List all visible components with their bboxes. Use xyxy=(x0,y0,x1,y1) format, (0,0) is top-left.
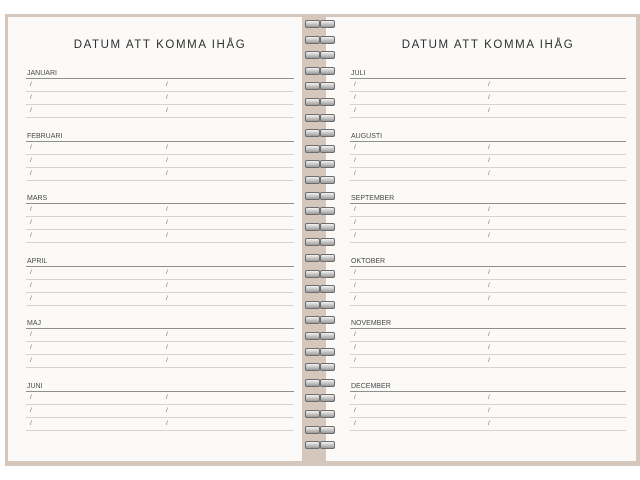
coil-ring xyxy=(305,270,320,278)
date-row[interactable] xyxy=(350,204,626,217)
month-label: MARS xyxy=(26,194,294,204)
coil-ring xyxy=(305,51,320,59)
month-section xyxy=(26,257,294,320)
coil-ring xyxy=(320,129,335,137)
month-section xyxy=(350,319,626,382)
date-slash: / xyxy=(30,281,32,289)
month-list xyxy=(350,69,626,444)
month-section xyxy=(26,69,294,132)
date-slash: / xyxy=(488,281,490,289)
coil-ring xyxy=(305,332,320,340)
date-row[interactable] xyxy=(350,155,626,168)
date-slash: / xyxy=(488,143,490,151)
spiral-coil xyxy=(305,145,335,152)
coil-ring xyxy=(305,441,320,449)
date-slash: / xyxy=(30,419,32,427)
date-slash: / xyxy=(166,107,168,114)
page-title: DATUM ATT KOMMA IHÅG xyxy=(73,39,247,51)
date-slash: / xyxy=(30,232,32,239)
coil-ring xyxy=(320,114,335,122)
date-slash: / xyxy=(354,143,356,151)
spiral-coil xyxy=(305,207,335,214)
date-slash: / xyxy=(488,344,490,351)
date-row[interactable] xyxy=(350,217,626,230)
month-section xyxy=(350,194,626,257)
date-slash: / xyxy=(166,344,168,351)
date-row[interactable] xyxy=(350,355,626,368)
date-row[interactable] xyxy=(26,155,294,168)
month-section xyxy=(350,132,626,195)
date-slash: / xyxy=(488,406,490,414)
date-slash: / xyxy=(166,419,168,427)
coil-ring xyxy=(320,285,335,293)
date-slash: / xyxy=(488,331,490,338)
date-slash: / xyxy=(488,419,490,427)
date-slash: / xyxy=(166,94,168,101)
date-slash: / xyxy=(166,219,168,226)
date-slash: / xyxy=(488,393,490,401)
date-slash: / xyxy=(354,294,356,302)
spiral-coil xyxy=(305,379,335,386)
coil-ring xyxy=(305,145,320,153)
date-row[interactable] xyxy=(350,79,626,92)
date-slash: / xyxy=(30,357,32,364)
month-label: DECEMBER xyxy=(350,382,626,392)
date-row[interactable] xyxy=(350,405,626,418)
coil-ring xyxy=(320,67,335,75)
spiral-coil xyxy=(305,160,335,167)
date-slash: / xyxy=(166,156,168,164)
left-page xyxy=(8,17,302,461)
coil-ring xyxy=(305,192,320,200)
date-slash: / xyxy=(30,219,32,226)
coil-ring xyxy=(320,379,335,387)
coil-ring xyxy=(320,426,335,434)
coil-ring xyxy=(305,20,320,28)
date-row[interactable] xyxy=(350,280,626,293)
date-slash: / xyxy=(488,94,490,101)
coil-ring xyxy=(305,223,320,231)
date-slash: / xyxy=(488,169,490,177)
date-slash: / xyxy=(488,268,490,276)
coil-ring xyxy=(320,410,335,418)
date-row[interactable] xyxy=(26,418,294,431)
date-slash: / xyxy=(30,331,32,338)
date-row[interactable] xyxy=(26,293,294,306)
coil-ring xyxy=(320,36,335,44)
spiral-coil xyxy=(305,301,335,308)
month-label: JULI xyxy=(350,69,626,79)
coil-ring xyxy=(305,67,320,75)
coil-ring xyxy=(320,332,335,340)
date-slash: / xyxy=(354,219,356,226)
date-slash: / xyxy=(166,169,168,177)
date-slash: / xyxy=(354,393,356,401)
date-row[interactable] xyxy=(26,168,294,181)
page-title: DATUM ATT KOMMA IHÅG xyxy=(401,39,575,51)
spiral-coil xyxy=(305,129,335,136)
spiral-coil xyxy=(305,285,335,292)
coil-ring xyxy=(320,51,335,59)
date-slash: / xyxy=(30,143,32,151)
date-slash: / xyxy=(166,206,168,213)
month-section xyxy=(26,382,294,445)
date-slash: / xyxy=(488,107,490,114)
coil-ring xyxy=(320,223,335,231)
date-row[interactable] xyxy=(26,230,294,243)
date-slash: / xyxy=(166,143,168,151)
date-slash: / xyxy=(166,406,168,414)
date-slash: / xyxy=(488,357,490,364)
date-row[interactable] xyxy=(26,355,294,368)
date-slash: / xyxy=(354,406,356,414)
date-slash: / xyxy=(354,281,356,289)
date-row[interactable] xyxy=(350,105,626,118)
coil-ring xyxy=(320,98,335,106)
spiral-coil xyxy=(305,410,335,417)
spiral-coil xyxy=(305,98,335,105)
coil-ring xyxy=(305,379,320,387)
date-slash: / xyxy=(166,357,168,364)
month-section xyxy=(26,194,294,257)
date-row[interactable] xyxy=(26,392,294,405)
date-row[interactable] xyxy=(350,168,626,181)
date-slash: / xyxy=(488,219,490,226)
month-label: APRIL xyxy=(26,257,294,267)
coil-ring xyxy=(320,270,335,278)
coil-ring xyxy=(305,254,320,262)
date-row[interactable] xyxy=(26,267,294,280)
date-row[interactable] xyxy=(350,392,626,405)
month-list xyxy=(26,69,294,444)
date-row[interactable] xyxy=(350,293,626,306)
date-row[interactable] xyxy=(26,405,294,418)
month-label: FEBRUARI xyxy=(26,132,294,142)
coil-ring xyxy=(305,82,320,90)
date-slash: / xyxy=(30,206,32,213)
date-slash: / xyxy=(166,393,168,401)
date-slash: / xyxy=(488,206,490,213)
date-slash: / xyxy=(354,156,356,164)
right-page xyxy=(326,17,636,461)
spiral-coil xyxy=(305,363,335,370)
coil-ring xyxy=(305,426,320,434)
date-slash: / xyxy=(30,393,32,401)
coil-ring xyxy=(305,98,320,106)
date-slash: / xyxy=(354,206,356,213)
date-slash: / xyxy=(488,232,490,239)
month-label: JANUARI xyxy=(26,69,294,79)
date-slash: / xyxy=(30,81,32,88)
date-row[interactable] xyxy=(26,79,294,92)
date-slash: / xyxy=(30,344,32,351)
coil-ring xyxy=(305,316,320,324)
month-label: SEPTEMBER xyxy=(350,194,626,204)
coil-ring xyxy=(305,285,320,293)
coil-ring xyxy=(320,363,335,371)
spiral-coil xyxy=(305,114,335,121)
coil-ring xyxy=(320,192,335,200)
spiral-coil xyxy=(305,348,335,355)
month-section xyxy=(350,69,626,132)
coil-ring xyxy=(320,441,335,449)
date-row[interactable] xyxy=(26,342,294,355)
coil-ring xyxy=(305,301,320,309)
date-slash: / xyxy=(488,81,490,88)
month-section xyxy=(350,382,626,445)
coil-ring xyxy=(320,176,335,184)
date-row[interactable] xyxy=(26,280,294,293)
date-row[interactable] xyxy=(350,142,626,155)
date-slash: / xyxy=(30,268,32,276)
date-row[interactable] xyxy=(350,92,626,105)
date-slash: / xyxy=(166,294,168,302)
spiral-coil xyxy=(305,270,335,277)
spiral-coil xyxy=(305,441,335,448)
date-slash: / xyxy=(354,169,356,177)
coil-ring xyxy=(320,301,335,309)
month-label: OKTOBER xyxy=(350,257,626,267)
date-slash: / xyxy=(30,169,32,177)
spiral-coil xyxy=(305,67,335,74)
coil-ring xyxy=(320,160,335,168)
date-row[interactable] xyxy=(26,204,294,217)
spiral-binding xyxy=(302,20,338,460)
coil-ring xyxy=(305,410,320,418)
coil-ring xyxy=(320,207,335,215)
month-section xyxy=(26,319,294,382)
coil-ring xyxy=(305,238,320,246)
date-slash: / xyxy=(30,294,32,302)
spiral-coil xyxy=(305,20,335,27)
date-slash: / xyxy=(30,107,32,114)
date-slash: / xyxy=(354,331,356,338)
date-slash: / xyxy=(166,81,168,88)
coil-ring xyxy=(305,348,320,356)
spiral-coil xyxy=(305,223,335,230)
spiral-coil xyxy=(305,176,335,183)
coil-ring xyxy=(305,207,320,215)
date-row[interactable] xyxy=(350,418,626,431)
date-slash: / xyxy=(166,331,168,338)
date-slash: / xyxy=(354,344,356,351)
date-row[interactable] xyxy=(350,230,626,243)
date-slash: / xyxy=(488,156,490,164)
coil-ring xyxy=(320,316,335,324)
month-section xyxy=(26,132,294,195)
date-row[interactable] xyxy=(350,342,626,355)
coil-ring xyxy=(320,145,335,153)
date-slash: / xyxy=(354,357,356,364)
coil-ring xyxy=(305,394,320,402)
date-slash: / xyxy=(166,281,168,289)
coil-ring xyxy=(305,363,320,371)
spiral-coil xyxy=(305,192,335,199)
coil-ring xyxy=(320,20,335,28)
spiral-coil xyxy=(305,332,335,339)
date-row[interactable] xyxy=(26,329,294,342)
date-row[interactable] xyxy=(350,329,626,342)
spiral-coil xyxy=(305,82,335,89)
spiral-coil xyxy=(305,36,335,43)
date-slash: / xyxy=(30,156,32,164)
date-row[interactable] xyxy=(26,105,294,118)
coil-ring xyxy=(305,36,320,44)
date-row[interactable] xyxy=(26,92,294,105)
month-label: JUNI xyxy=(26,382,294,392)
date-slash: / xyxy=(166,232,168,239)
coil-ring xyxy=(305,114,320,122)
spiral-coil xyxy=(305,316,335,323)
spiral-coil xyxy=(305,426,335,433)
date-slash: / xyxy=(354,268,356,276)
date-slash: / xyxy=(354,419,356,427)
coil-ring xyxy=(320,238,335,246)
month-label: NOVEMBER xyxy=(350,319,626,329)
month-section xyxy=(350,257,626,320)
date-slash: / xyxy=(488,294,490,302)
spiral-coil xyxy=(305,254,335,261)
month-label: MAJ xyxy=(26,319,294,329)
coil-ring xyxy=(320,254,335,262)
date-slash: / xyxy=(354,94,356,101)
date-row[interactable] xyxy=(350,267,626,280)
date-slash: / xyxy=(30,94,32,101)
date-slash: / xyxy=(354,232,356,239)
spiral-coil xyxy=(305,51,335,58)
coil-ring xyxy=(305,129,320,137)
coil-ring xyxy=(320,82,335,90)
date-slash: / xyxy=(354,81,356,88)
coil-ring xyxy=(305,160,320,168)
coil-ring xyxy=(305,176,320,184)
spiral-coil xyxy=(305,238,335,245)
date-row[interactable] xyxy=(26,142,294,155)
date-row[interactable] xyxy=(26,217,294,230)
date-slash: / xyxy=(30,406,32,414)
month-label: AUGUSTI xyxy=(350,132,626,142)
spiral-coil xyxy=(305,394,335,401)
date-slash: / xyxy=(354,107,356,114)
date-slash: / xyxy=(166,268,168,276)
coil-ring xyxy=(320,394,335,402)
coil-ring xyxy=(320,348,335,356)
